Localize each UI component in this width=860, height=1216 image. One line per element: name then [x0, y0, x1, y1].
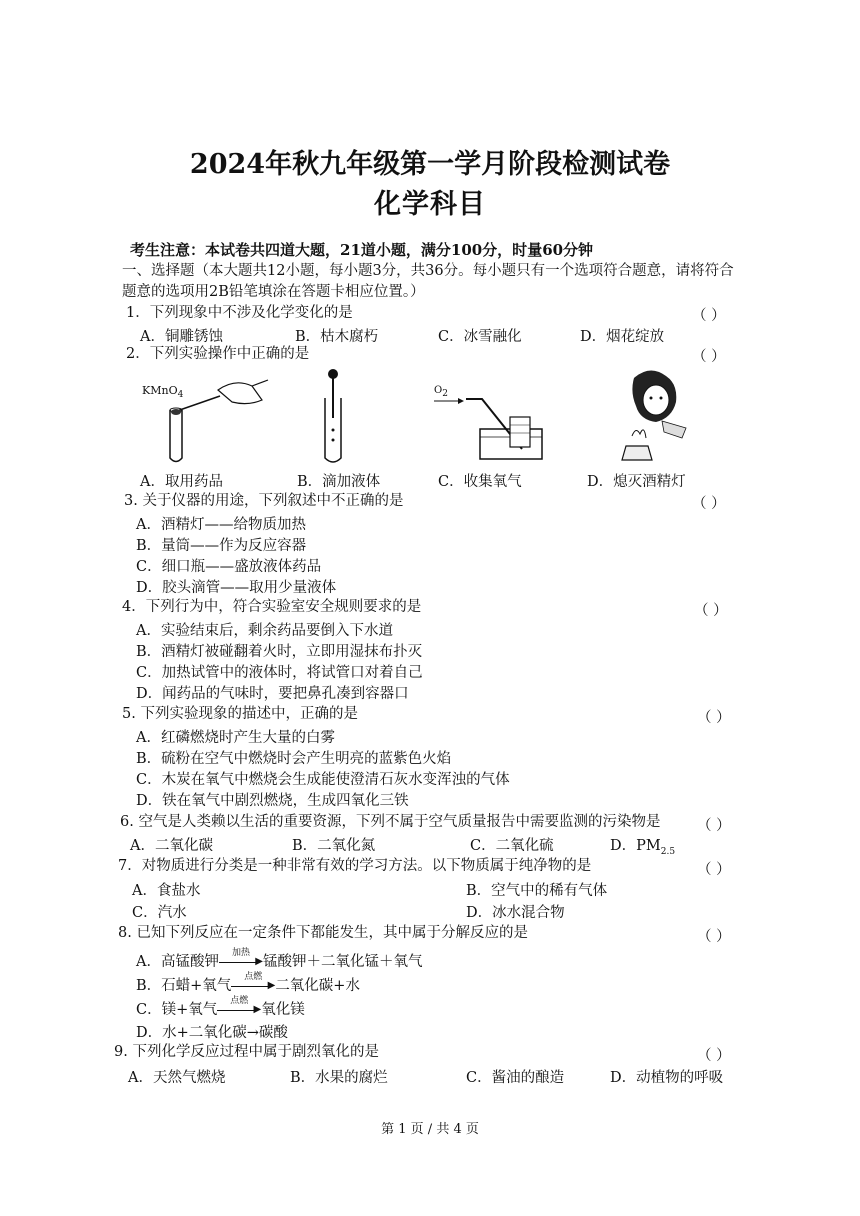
section-heading: 一、选择题（本大题共12小题，每小题3分，共36分。每小题只有一个选项符合题意，请将符合 — [122, 263, 734, 279]
option-a: A．酒精灯——给物质加热 — [136, 517, 306, 533]
option-a: A．铜雕锈蚀 — [140, 329, 223, 345]
reaction-arrow: 点燃 ▶ — [231, 979, 275, 993]
question-stem: 6. 空气是人类赖以生活的重要资源，下列不属于空气质量报告中需要监测的污染物是 — [120, 814, 661, 830]
answer-bracket: （ ） — [694, 603, 728, 619]
reaction-arrow: 加热 ▶ — [219, 955, 263, 969]
exam-notice: 考生注意：本试卷共四道大题，21道小题，满分100分，时量60分钟 — [130, 241, 594, 259]
option-d: D．冰水混合物 — [466, 905, 565, 921]
answer-bracket: （ ） — [697, 1048, 731, 1064]
taking-reagent-drawing — [140, 370, 270, 465]
option-b: B．枯木腐朽 — [295, 329, 379, 345]
option-a: A．二氧化碳 — [130, 838, 213, 854]
answer-bracket: （ ） — [692, 308, 726, 324]
answer-bracket: （ ） — [697, 862, 731, 878]
option-a: A．高锰酸钾 加热 ▶ 锰酸钾＋二氧化锰＋氧气 — [136, 948, 423, 970]
kmno4-label: KMnO$_4$ — [142, 384, 184, 401]
option-a: A．红磷燃烧时产生大量的白雾 — [136, 730, 335, 746]
option-b: B．石蜡+氧气 点燃 ▶ 二氧化碳+水 — [136, 972, 360, 994]
question-stem: 9. 下列化学反应过程中属于剧烈氧化的是 — [114, 1044, 379, 1060]
option-d: D．动植物的呼吸 — [610, 1070, 724, 1086]
option-c: C．镁+氧气 点燃 ▶ 氧化镁 — [136, 996, 305, 1018]
question-stem: 5. 下列实验现象的描述中，正确的是 — [122, 706, 358, 722]
figure-taking-reagent — [140, 370, 270, 465]
figure-collecting-oxygen — [432, 385, 547, 465]
reaction-arrow: 点燃 ▶ — [217, 1003, 261, 1017]
option-c: C．细口瓶——盛放液体药品 — [136, 559, 322, 575]
option-d: D．熄灭酒精灯 — [587, 474, 686, 490]
question-stem: 4．下列行为中，符合实验室安全规则要求的是 — [122, 599, 422, 615]
option-d: D．$PM_{2.5}$ — [610, 838, 676, 857]
option-d: D．烟花绽放 — [580, 329, 665, 345]
page-number: 第 1 页 / 共 4 页 — [381, 1122, 479, 1137]
option-b: B．量筒——作为反应容器 — [136, 538, 307, 554]
option-b: B．空气中的稀有气体 — [466, 883, 608, 899]
option-a: A．天然气燃烧 — [128, 1070, 226, 1086]
option-c: C．收集氧气 — [438, 474, 522, 490]
section-heading-cont: 题意的选项用2B铅笔填涂在答题卡相应位置。） — [122, 284, 425, 300]
option-c: C．冰雪融化 — [438, 329, 522, 345]
option-c: C．酱油的酿造 — [466, 1070, 565, 1086]
o2-label: $O_2$ — [434, 385, 448, 399]
answer-bracket: （ ） — [697, 929, 731, 945]
question-stem: 2．下列实验操作中正确的是 — [126, 346, 310, 362]
option-c: C．木炭在氧气中燃烧会生成能使澄清石灰水变浑浊的气体 — [136, 772, 510, 788]
question-stem: 3. 关于仪器的用途，下列叙述中不正确的是 — [124, 493, 404, 509]
option-b: B．滴加液体 — [297, 474, 381, 490]
option-d: D．水+二氧化碳→碳酸 — [136, 1025, 288, 1041]
option-d: D．铁在氧气中剧烈燃烧，生成四氧化三铁 — [136, 793, 409, 809]
answer-bracket: （ ） — [697, 710, 731, 726]
option-b: B．水果的腐烂 — [290, 1070, 388, 1086]
question-stem: 7．对物质进行分类是一种非常有效的学习方法。以下物质属于纯净物的是 — [118, 858, 592, 874]
option-b: B．硫粉在空气中燃烧时会产生明亮的蓝紫色火焰 — [136, 751, 452, 767]
option-c: C．加热试管中的液体时，将试管口对着自己 — [136, 665, 423, 681]
dropper-drawing — [318, 368, 348, 468]
answer-bracket: （ ） — [697, 818, 731, 834]
page-title: 2024年秋九年级第一学月阶段检测试卷 — [189, 149, 671, 180]
answer-bracket: （ ） — [692, 496, 726, 512]
question-stem: 1．下列现象中不涉及化学变化的是 — [126, 305, 353, 321]
question-stem: 8. 已知下列反应在一定条件下都能发生，其中属于分解反应的是 — [118, 925, 528, 941]
option-a: A．实验结束后，剩余药品要倒入下水道 — [136, 623, 393, 639]
answer-bracket: （ ） — [692, 349, 726, 365]
page-subtitle: 化学科目 — [374, 189, 486, 220]
option-c: C．汽水 — [132, 905, 187, 921]
lamp-drawing — [606, 366, 692, 466]
option-b: B．酒精灯被碰翻着火时，立即用湿抹布扑灭 — [136, 644, 423, 660]
option-a: A．取用药品 — [140, 474, 223, 490]
collection-drawing — [432, 385, 547, 465]
figure-extinguishing-lamp — [606, 366, 692, 466]
figure-dropping-liquid — [318, 368, 348, 468]
option-b: B．二氧化氮 — [292, 838, 376, 854]
option-d: D．胶头滴管——取用少量液体 — [136, 580, 337, 596]
option-a: A．食盐水 — [132, 883, 201, 899]
option-d: D．闻药品的气味时，要把鼻孔凑到容器口 — [136, 686, 409, 702]
option-c: C．二氧化硫 — [470, 838, 554, 854]
